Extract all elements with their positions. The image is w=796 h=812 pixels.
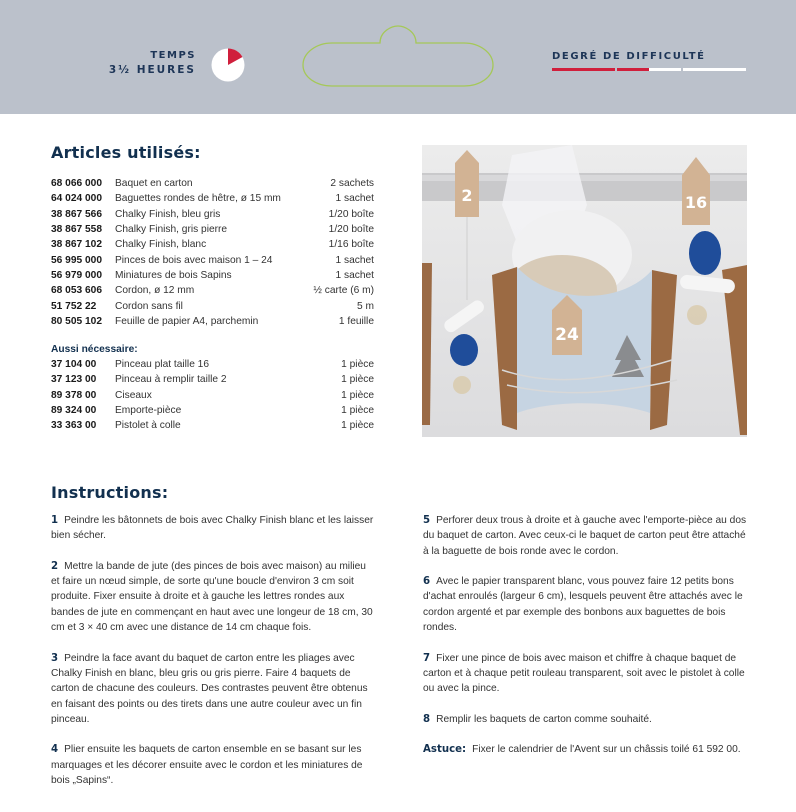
material-qty: 1 pièce [341,359,374,371]
house-number: 2 [461,186,473,205]
tip-label: Astuce: [423,744,467,756]
step-text: Remplir les baquets de carton comme souhaité. [436,713,652,725]
step-number: 4 [51,744,59,756]
step-number: 8 [423,713,431,725]
instruction-step [51,559,376,635]
step-number: 3 [51,652,59,664]
house-number: 24 [555,325,579,345]
step-text: Peindre la face avant du baquet de carton entre les pliages avec Chalky Finish en blanc, bleu gris ou gris pierre. Faire 4 baquets de carton de chacune des couleurs. Des contrastes peuvent être obtenus en faisant des points ou des tirets dans une autre couleur avec un fin pinceau. [51,652,368,725]
material-code: 51 752 22 [51,300,97,312]
step-number: 1 [51,515,59,526]
house-number: 16 [684,193,708,212]
step-text: Mettre la bande de jute (des pinces de bois avec maison) au milieu et faire un nœud simple, de sorte qu'une boucle d'environ 3 cm soit produite. Fixer ensuite à droite et à gauche les lettres rondes aux bandes de jute en commençant en haut avec une longeur de 18 cm, 30 cm et 3 × 40 cm avec une distance de 14 cm chaque fois. [51,560,373,634]
material-row [51,237,374,252]
step-text: Fixer une pince de bois avec maison et chiffre à chaque baquet de carton et à chaque petit rouleau transparent, soit avec le pistolet à colle ou avec la pince. [423,652,745,695]
step-number: 5 [423,515,431,526]
material-name: Baguettes rondes de hêtre, ø 15 mm [115,193,281,205]
material-code: 89 378 00 [51,389,97,401]
material-code: 38 867 102 [51,239,102,251]
also-needed-title: Aussi nécessaire: [51,344,138,355]
tip-text: Fixer le calendrier de l'Avent sur un châssis toilé 61 592 00. [472,744,741,756]
materials-list [51,176,374,329]
material-name: Ciseaux [115,389,152,401]
material-name: Chalky Finish, bleu gris [115,208,221,220]
material-code: 38 867 558 [51,224,102,236]
material-name: Cordon, ø 12 mm [115,285,195,297]
instruction-step [423,513,748,559]
material-name: Chalky Finish, gris pierre [115,224,228,236]
material-name: Pistolet à colle [115,420,181,432]
step-number: 7 [423,652,431,664]
instructions-right-column [423,513,748,773]
material-code: 37 123 00 [51,374,97,386]
project-photo [422,145,747,437]
material-qty: 1 sachet [335,269,374,281]
difficulty-segment [683,68,746,71]
material-qty: 1 feuille [338,315,374,327]
instruction-step [51,513,376,544]
time-label: TEMPS [150,50,196,61]
instruction-step [423,651,748,697]
material-name: Chalky Finish, blanc [115,239,207,251]
material-row [51,207,374,222]
also-needed-list [51,342,374,433]
material-name: Pinceau plat taille 16 [115,359,210,371]
material-name: Cordon sans fil [115,300,183,312]
candy [689,231,721,275]
material-row [51,298,374,313]
advent-calendar-image [422,145,747,437]
material-qty: 2 sachets [330,178,374,190]
material-qty: 1 sachet [335,254,374,266]
material-name: Miniatures de bois Sapins [115,269,232,281]
material-qty: 1 pièce [341,389,374,401]
instruction-step [423,574,748,635]
candy [450,334,478,366]
material-row [51,191,374,206]
difficulty-segment [617,68,680,71]
material-code: 89 324 00 [51,405,97,417]
material-qty: 1/20 boîte [328,224,374,236]
material-name: Feuille de papier A4, parchemin [115,315,259,327]
timer-icon [211,48,245,82]
step-text: Plier ensuite les baquets de carton ensemble en se basant sur les marquages et les décorer ensuite avec le cordon et les miniatures de bois „Sapins“. [51,744,363,787]
material-row [51,418,374,433]
material-name: Pinceau à remplir taille 2 [115,374,227,386]
time-value: 3½ HEURES [108,64,196,76]
material-name: Emporte-pièce [115,405,182,417]
material-qty: ½ carte (6 m) [313,285,374,297]
material-code: 68 053 606 [51,285,102,297]
material-row [51,252,374,267]
instructions-left-column [51,513,376,804]
instruction-step [51,651,376,727]
material-name: Pinces de bois avec maison 1 – 24 [115,254,273,266]
time-block [109,50,196,76]
materials-title: Articles utilisés: [51,143,201,162]
material-code: 56 979 000 [51,269,102,281]
difficulty-block [552,51,746,71]
material-qty: 1/16 boîte [328,239,374,251]
material-code: 64 024 000 [51,193,102,205]
instructions-title: Instructions: [51,483,169,502]
material-qty: 1 sachet [335,193,374,205]
material-row [51,357,374,372]
step-number: 6 [423,576,431,588]
material-name: Baquet en carton [115,178,193,190]
step-text: Perforer deux trous à droite et à gauche avec l'emporte-pièce au dos du baquet de carton. Avec ceux-ci le baquet de carton peut être attaché à la baguette de bois ronde avec le cordon. [423,515,747,557]
difficulty-label: DEGRÉ DE DIFFICULTÉ [552,51,706,62]
header-band [0,0,796,114]
step-text: Avec le papier transparent blanc, vous pouvez faire 12 petits bons d'achat enroulés (largeur 6 cm), lesquels peuvent être attachés avec le cordon argenté et par exemple des bonbons aux baguettes de bois rondes. [423,576,743,634]
material-row [51,372,374,387]
material-row [51,314,374,329]
cloud-outline-icon [302,25,494,87]
material-qty: 1/20 boîte [328,208,374,220]
material-row [51,283,374,298]
difficulty-segment [552,68,615,71]
material-code: 38 867 566 [51,208,102,220]
material-row [51,388,374,403]
material-code: 33 363 00 [51,420,97,432]
material-code: 68 066 000 [51,178,102,190]
material-qty: 1 pièce [341,405,374,417]
material-code: 80 505 102 [51,315,102,327]
difficulty-bar [552,68,746,71]
material-qty: 5 m [357,300,374,312]
material-qty: 1 pièce [341,374,374,386]
instruction-step [423,712,748,727]
material-code: 56 995 000 [51,254,102,266]
material-code: 37 104 00 [51,359,97,371]
material-row [51,222,374,237]
material-row [51,176,374,191]
material-qty: 1 pièce [341,420,374,432]
house-tag-2 [455,150,479,217]
step-number: 2 [51,560,59,572]
tip [423,742,748,757]
material-row [51,403,374,418]
step-text: Peindre les bâtonnets de bois avec Chalky Finish blanc et les laisser bien sécher. [51,515,374,542]
instruction-step [51,742,376,788]
material-row [51,268,374,283]
